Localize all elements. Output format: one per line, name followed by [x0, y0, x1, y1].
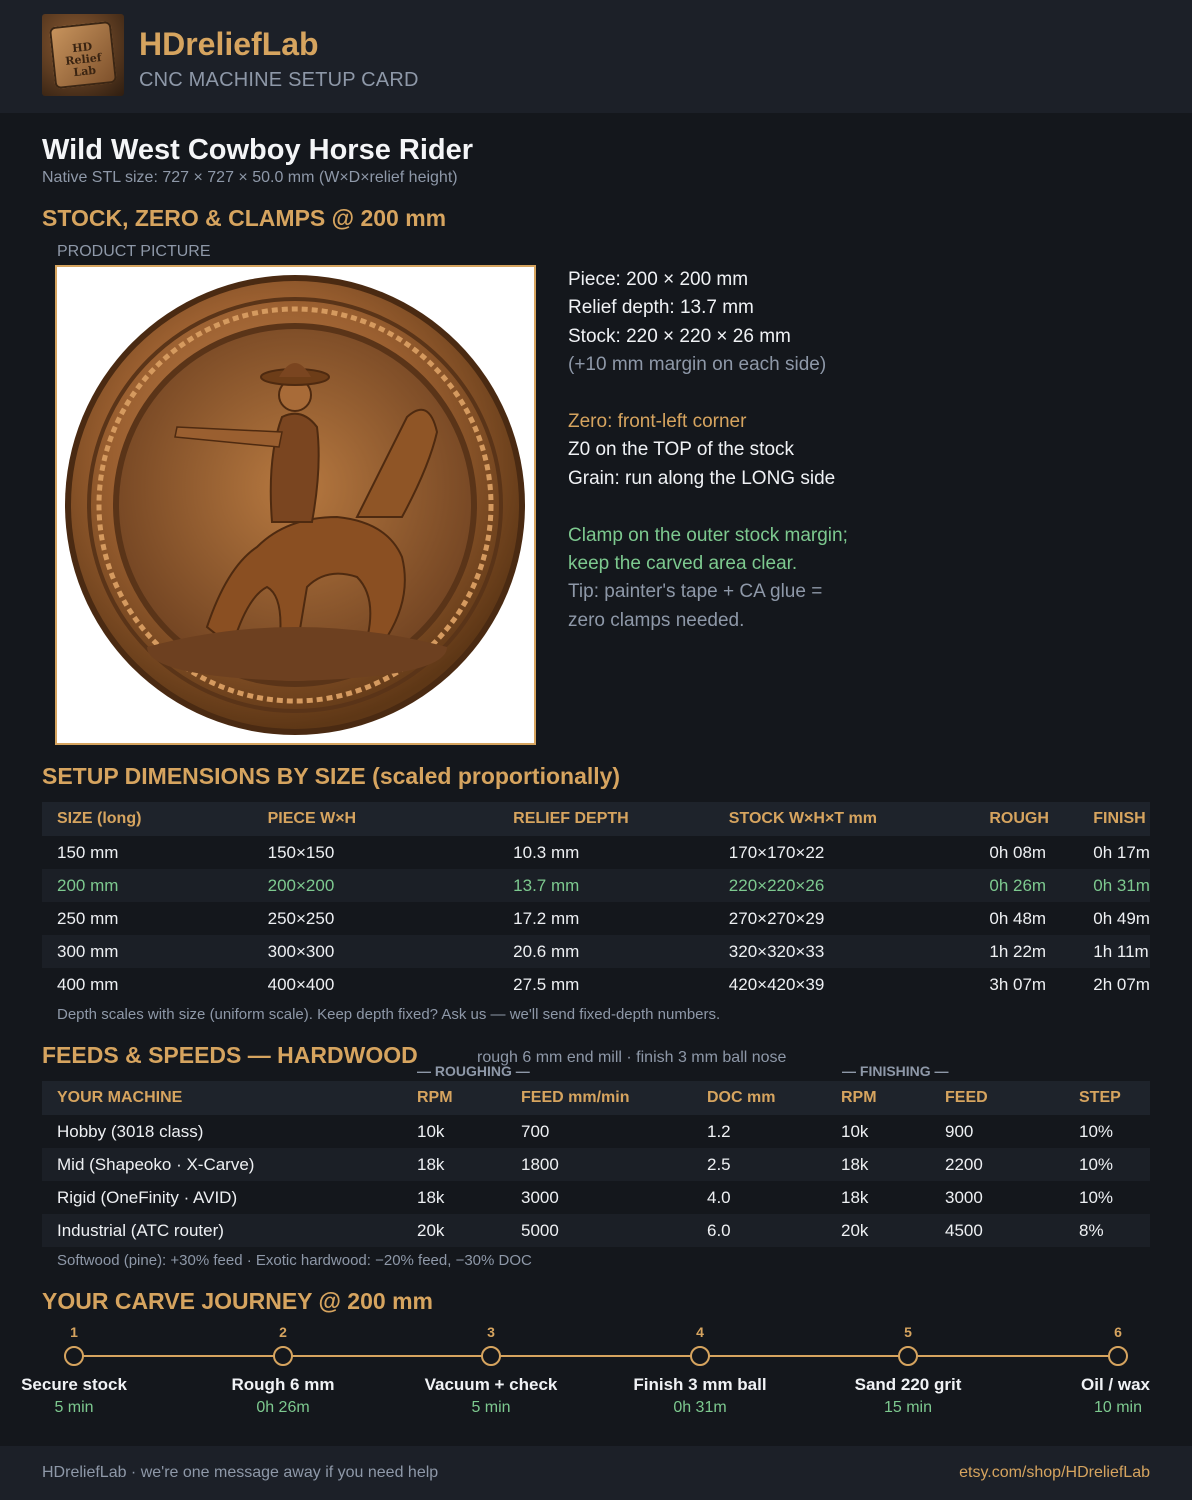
logo-line: HD [71, 40, 93, 56]
zero-point: Zero: front-left corner [568, 411, 747, 433]
column-header: YOUR MACHINE [42, 1081, 402, 1115]
table-cell: 4.0 [707, 1187, 731, 1207]
footer [0, 1446, 1192, 1500]
table-row [42, 836, 1150, 869]
step-label: Rough 6 mm [231, 1375, 335, 1394]
table-cell: 17.2 mm [513, 908, 580, 928]
table-cell: 0h 48m [989, 908, 1047, 928]
step-dot [273, 1346, 293, 1366]
journey-step [1002, 1322, 1150, 1417]
tool-note: rough 6 mm end mill · finish 3 mm ball nose [477, 1049, 787, 1066]
table-cell: 200 mm [42, 869, 253, 902]
table-cell: 250 mm [57, 908, 119, 928]
footer-help-text: HDreliefLab · we're one message away if you need help [42, 1464, 439, 1481]
step-dot [64, 1346, 84, 1366]
table-row-highlighted [42, 869, 1150, 902]
brand-logo [42, 14, 124, 96]
table-cell: 10k [417, 1121, 445, 1141]
step-time: 0h 26m [256, 1399, 310, 1416]
logo-plaque [49, 21, 117, 89]
column-header: FEED [930, 1081, 1064, 1115]
table-cell: 18k [841, 1187, 869, 1207]
table-row [42, 902, 1150, 935]
grain-note: Grain: run along the LONG side [568, 467, 836, 489]
table-header-row [42, 802, 1150, 836]
column-header: RPM [826, 1081, 930, 1115]
column-header: STOCK W×H×T mm [714, 802, 975, 836]
header [0, 0, 1192, 113]
table-cell: 3000 [521, 1187, 559, 1207]
table-cell: 10.3 mm [513, 842, 580, 862]
table-row [42, 935, 1150, 968]
stock-instructions [568, 266, 848, 635]
table-cell: 150×150 [267, 842, 335, 862]
finishing-group-label: — FINISHING — [842, 1063, 949, 1079]
native-size: Native STL size: 727 × 727 × 50.0 mm (W×D×relief height) [42, 169, 458, 186]
table-cell: 18k [417, 1187, 445, 1207]
table-header-row [42, 1081, 1150, 1115]
clamp-note: Clamp on the outer stock margin; [568, 524, 848, 546]
product-picture [55, 265, 536, 745]
journey-step [818, 1322, 998, 1417]
product-title: Wild West Cowboy Horse Rider [42, 134, 474, 166]
dimensions-note: Depth scales with size (uniform scale). Keep depth fixed? Ask us — we'll send fixed-depth numbers. [57, 1006, 721, 1023]
table-cell: 700 [521, 1121, 550, 1141]
table-cell: 3000 [945, 1187, 983, 1207]
brand-name: HDreliefLab [139, 26, 319, 62]
step-time: 10 min [1093, 1399, 1143, 1416]
step-label: Finish 3 mm ball [633, 1375, 767, 1394]
table-cell: 20k [402, 1214, 506, 1247]
logo-text [51, 39, 116, 81]
column-header: RPM [402, 1081, 506, 1115]
table-cell: Hobby (3018 class) [57, 1121, 204, 1141]
column-header: ROUGH [974, 802, 1078, 836]
dimensions-heading: SETUP DIMENSIONS BY SIZE (scaled proportionally) [42, 763, 621, 789]
logo-line: Lab [72, 63, 97, 80]
feeds-note: Softwood (pine): +30% feed · Exotic hardwood: −20% feed, −30% DOC [57, 1252, 532, 1269]
table-cell: 1h 11m [1078, 935, 1150, 968]
column-header: SIZE (long) [42, 802, 253, 836]
table-row [42, 1214, 1150, 1247]
tip-note: Tip: painter's tape + CA glue = [568, 581, 823, 603]
table-cell: 420×420×39 [728, 974, 825, 994]
picture-label: PRODUCT PICTURE [57, 243, 211, 260]
step-time: 15 min [883, 1399, 933, 1416]
step-number: 1 [70, 1324, 78, 1340]
table-cell: 1h 22m [974, 935, 1078, 968]
table-cell: 2200 [930, 1148, 1064, 1181]
feeds-table [42, 1081, 1150, 1247]
table-cell: 220×220×26 [714, 869, 975, 902]
table-cell: 150 mm [57, 842, 119, 862]
table-cell: 400×400 [267, 974, 335, 994]
table-cell: 1.2 [707, 1121, 731, 1141]
column-header: RELIEF DEPTH [498, 802, 714, 836]
table-cell: 270×270×29 [728, 908, 825, 928]
step-dot [1108, 1346, 1128, 1366]
stock-section-heading: STOCK, ZERO & CLAMPS @ 200 mm [42, 205, 447, 231]
table-row [42, 1148, 1150, 1181]
table-cell: 20.6 mm [498, 935, 714, 968]
column-header: FINISH [1078, 802, 1150, 836]
table-cell: 300 mm [42, 935, 253, 968]
journey-step [193, 1322, 373, 1417]
table-cell: 2.5 [692, 1148, 826, 1181]
table-cell: 10k [841, 1121, 869, 1141]
column-header: FEED mm/min [506, 1081, 692, 1115]
table-cell: 10% [1064, 1148, 1150, 1181]
table-cell: Industrial (ATC router) [42, 1214, 402, 1247]
clamp-note: keep the carved area clear. [568, 553, 798, 575]
table-cell: 0h 17m [1093, 842, 1150, 862]
table-cell: 400 mm [57, 974, 119, 994]
stock-size: Stock: 220 × 220 × 26 mm [568, 325, 791, 347]
table-row [42, 1115, 1150, 1148]
step-number: 2 [279, 1324, 287, 1340]
table-cell: Rigid (OneFinity · AVID) [57, 1187, 238, 1207]
column-header: STEP [1064, 1081, 1150, 1115]
dimensions-table [42, 802, 1150, 1001]
table-cell: 0h 49m [1093, 908, 1150, 928]
table-cell: 250×250 [267, 908, 335, 928]
step-label: Oil / wax [1081, 1375, 1150, 1394]
table-cell: 4500 [930, 1214, 1064, 1247]
table-cell: 10% [1079, 1121, 1114, 1141]
table-cell: 3h 07m [989, 974, 1047, 994]
z0-note: Z0 on the TOP of the stock [568, 439, 795, 461]
step-dot [690, 1346, 710, 1366]
table-cell: 0h 31m [1078, 869, 1150, 902]
step-time: 0h 31m [673, 1399, 727, 1416]
step-number: 4 [696, 1324, 704, 1340]
step-dot [898, 1346, 918, 1366]
journey-step [0, 1322, 164, 1417]
step-label: Sand 220 grit [854, 1375, 962, 1394]
table-cell: 27.5 mm [513, 974, 580, 994]
piece-size: Piece: 200 × 200 mm [568, 269, 749, 290]
table-cell: 20k [826, 1214, 930, 1247]
table-cell: 900 [945, 1121, 974, 1141]
journey-step [610, 1322, 790, 1417]
step-number: 6 [1114, 1324, 1122, 1340]
table-cell: 320×320×33 [714, 935, 975, 968]
step-label: Secure stock [21, 1375, 127, 1394]
step-time: 5 min [471, 1399, 511, 1416]
table-cell: 10% [1079, 1187, 1114, 1207]
table-cell: 2h 07m [1093, 974, 1150, 994]
step-label: Vacuum + check [424, 1375, 558, 1394]
column-header: DOC mm [692, 1081, 826, 1115]
table-cell: 5000 [506, 1214, 692, 1247]
step-number: 5 [904, 1324, 912, 1340]
table-row [42, 1181, 1150, 1214]
table-cell: 1800 [506, 1148, 692, 1181]
table-cell: 13.7 mm [498, 869, 714, 902]
card-subtitle: CNC MACHINE SETUP CARD [139, 69, 419, 91]
table-row [42, 968, 1150, 1001]
journey-heading: YOUR CARVE JOURNEY @ 200 mm [42, 1288, 433, 1314]
step-time: 5 min [54, 1399, 94, 1416]
table-cell: 18k [826, 1148, 930, 1181]
column-header: PIECE W×H [253, 802, 499, 836]
relief-depth: Relief depth: 13.7 mm [568, 297, 754, 319]
table-cell: 170×170×22 [728, 842, 825, 862]
table-cell: 18k [402, 1148, 506, 1181]
carved-medallion-image [57, 267, 534, 743]
step-number: 3 [487, 1324, 495, 1340]
table-cell: Mid (Shapeoko · X-Carve) [42, 1148, 402, 1181]
tip-note: zero clamps needed. [568, 609, 745, 631]
roughing-group-label: — ROUGHING — [417, 1063, 530, 1079]
table-cell: 300×300 [253, 935, 499, 968]
table-cell: 6.0 [692, 1214, 826, 1247]
journey-step [401, 1322, 581, 1417]
shop-link[interactable]: etsy.com/shop/HDreliefLab [959, 1464, 1150, 1481]
logo-line: Relief [64, 51, 103, 68]
table-cell: 0h 08m [989, 842, 1047, 862]
feeds-heading: FEEDS & SPEEDS — HARDWOOD [42, 1042, 418, 1068]
stock-margin: (+10 mm margin on each side) [568, 354, 827, 376]
step-dot [481, 1346, 501, 1366]
table-cell: 8% [1064, 1214, 1150, 1247]
table-cell: 0h 26m [974, 869, 1078, 902]
table-cell: 200×200 [253, 869, 499, 902]
